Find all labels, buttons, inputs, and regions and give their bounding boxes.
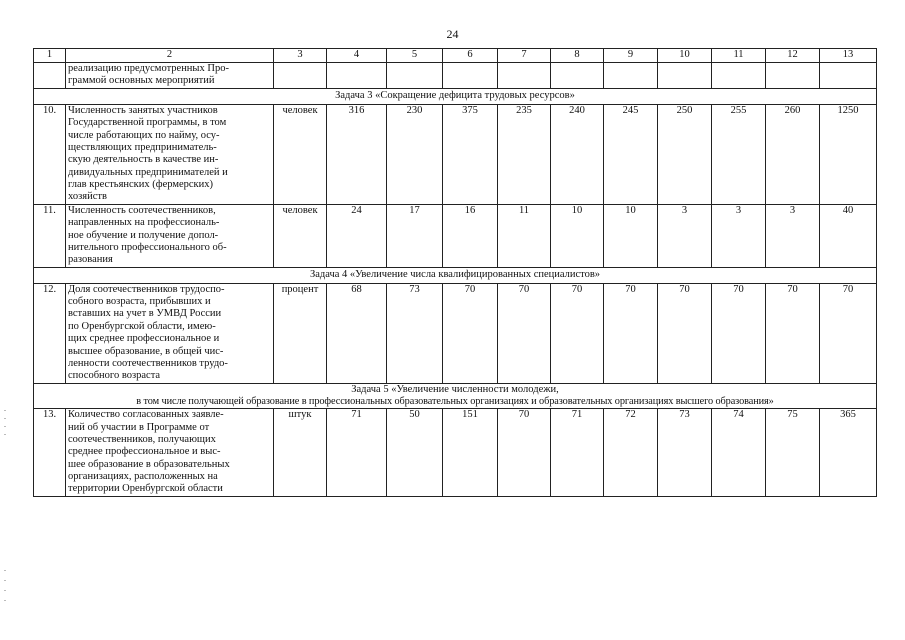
unit-cell: человек: [274, 104, 327, 204]
indicator-description: [66, 409, 274, 497]
indicator-description: [66, 63, 274, 89]
description-line: хозяйств: [68, 191, 107, 203]
indicators-table: [33, 48, 877, 497]
value-cell: 70: [820, 283, 877, 383]
row-number: 10.: [34, 104, 66, 204]
description-line: способного возраста: [68, 370, 161, 382]
value-cell: 70: [658, 283, 712, 383]
value-cell: [604, 63, 658, 89]
description-line: территории Оренбургской области: [68, 483, 223, 495]
indicator-description: [66, 104, 274, 204]
description-line: организациях, расположенных на: [68, 471, 218, 483]
value-cell: 260: [766, 104, 820, 204]
task-5-title: [34, 383, 877, 409]
value-cell: 11: [498, 204, 551, 267]
description-line: глав крестьянских (фермерских): [68, 179, 214, 190]
column-number-cell: 12: [766, 49, 820, 63]
table-row: [34, 104, 877, 204]
scan-margin-mark: [4, 580, 6, 581]
unit-cell: человек: [274, 204, 327, 267]
unit-cell: [274, 63, 327, 89]
task-header-row: [34, 88, 877, 104]
value-cell: [766, 63, 820, 89]
description-line: граммой основных мероприятий: [68, 75, 215, 87]
value-cell: [498, 63, 551, 89]
value-cell: [551, 63, 604, 89]
continued-row: [34, 63, 877, 89]
column-number-cell: 2: [66, 49, 274, 63]
value-cell: 73: [387, 283, 443, 383]
indicator-description: [66, 204, 274, 267]
description-line: Численность соотечественников,: [68, 204, 216, 216]
table-row: [34, 283, 877, 383]
description-line: направленных на профессиональ-: [68, 217, 220, 229]
description-line: среднее профессиональное и выс-: [68, 446, 221, 458]
task-5-title-line: Задача 5 «Увеличение численности молодежи,: [351, 383, 559, 395]
value-cell: 73: [658, 409, 712, 497]
description-line: Количество согласованных заявле-: [68, 409, 224, 421]
value-cell: 365: [820, 409, 877, 497]
unit-cell: штук: [274, 409, 327, 497]
description-line: нительного профессионального об-: [68, 241, 227, 253]
unit-cell: процент: [274, 283, 327, 383]
value-cell: 255: [712, 104, 766, 204]
column-number-cell: 13: [820, 49, 877, 63]
scan-margin-mark: [4, 426, 6, 427]
description-line: соотечественников, получающих: [68, 433, 216, 445]
value-cell: 151: [443, 409, 498, 497]
column-number-cell: 6: [443, 49, 498, 63]
description-line: по Оренбургской области, имею-: [68, 320, 216, 332]
description-line: разования: [68, 254, 113, 266]
value-cell: 70: [766, 283, 820, 383]
value-cell: 71: [327, 409, 387, 497]
description-line: скую деятельность в качестве ин-: [68, 154, 219, 166]
description-line: дивидуальных предпринимателей и: [68, 166, 228, 178]
value-cell: 24: [327, 204, 387, 267]
value-cell: 70: [551, 283, 604, 383]
value-cell: 10: [551, 204, 604, 267]
value-cell: 68: [327, 283, 387, 383]
task-5-title-line: в том числе получающей образование в профессиональных образовательных организациях и образовательных организациях высшего образования»: [136, 396, 774, 407]
row-number: 11.: [34, 204, 66, 267]
column-number-cell: 10: [658, 49, 712, 63]
description-line: Численность занятых участников: [68, 104, 218, 116]
value-cell: 70: [498, 409, 551, 497]
description-line: высшее образование, в общей чис-: [68, 345, 224, 357]
value-cell: 10: [604, 204, 658, 267]
value-cell: 3: [658, 204, 712, 267]
scan-margin-marks: [4, 570, 6, 610]
scan-margin-mark: [4, 600, 6, 601]
value-cell: 40: [820, 204, 877, 267]
row-number-cell: [34, 63, 66, 89]
scan-margin-mark: [4, 590, 6, 591]
value-cell: 240: [551, 104, 604, 204]
column-number-cell: 9: [604, 49, 658, 63]
column-number-cell: 7: [498, 49, 551, 63]
description-line: Государственной программы, в том: [68, 117, 227, 129]
task-3-title: Задача 3 «Сокращение дефицита трудовых ресурсов»: [34, 88, 877, 104]
scan-margin-mark: [4, 570, 6, 571]
value-cell: 70: [498, 283, 551, 383]
table-row: [34, 409, 877, 497]
value-cell: [712, 63, 766, 89]
column-number-cell: 5: [387, 49, 443, 63]
description-line: Доля соотечественников трудоспо-: [68, 283, 225, 295]
value-cell: 3: [712, 204, 766, 267]
value-cell: 235: [498, 104, 551, 204]
value-cell: 375: [443, 104, 498, 204]
description-line: ний об участии в Программе от: [68, 421, 210, 433]
description-line: собного возраста, прибывших и: [68, 296, 211, 307]
column-number-cell: 1: [34, 49, 66, 63]
column-number-cell: 4: [327, 49, 387, 63]
value-cell: 245: [604, 104, 658, 204]
task-header-row: [34, 383, 877, 409]
value-cell: 70: [443, 283, 498, 383]
description-line: реализацию предусмотренных Про-: [68, 63, 229, 74]
column-number-cell: 8: [551, 49, 604, 63]
value-cell: 250: [658, 104, 712, 204]
task-4-title: Задача 4 «Увеличение числа квалифицированных специалистов»: [34, 267, 877, 283]
value-cell: [443, 63, 498, 89]
page-number: 24: [446, 27, 459, 41]
value-cell: [387, 63, 443, 89]
value-cell: 74: [712, 409, 766, 497]
value-cell: 17: [387, 204, 443, 267]
row-number: 12.: [34, 283, 66, 383]
table-row: [34, 204, 877, 267]
task-header-row: [34, 267, 877, 283]
row-number: 13.: [34, 409, 66, 497]
description-line: щих среднее профессиональное и: [68, 333, 220, 345]
scan-margin-mark: [4, 418, 6, 419]
value-cell: 75: [766, 409, 820, 497]
column-number-row: [34, 49, 877, 63]
description-line: числе работающих по найму, осу-: [68, 129, 220, 141]
value-cell: [820, 63, 877, 89]
description-line: вставших на учет в УМВД России: [68, 308, 222, 320]
value-cell: 316: [327, 104, 387, 204]
value-cell: 71: [551, 409, 604, 497]
value-cell: 3: [766, 204, 820, 267]
value-cell: 1250: [820, 104, 877, 204]
description-line: ществляющих предприниматель-: [68, 141, 217, 153]
scan-margin-mark: [4, 434, 6, 435]
description-line: ное обучение и получение допол-: [68, 229, 219, 241]
column-number-cell: 11: [712, 49, 766, 63]
indicator-description: [66, 283, 274, 383]
value-cell: 70: [604, 283, 658, 383]
value-cell: 230: [387, 104, 443, 204]
scan-margin-marks: [4, 410, 6, 440]
description-line: ленности соотечественников трудо-: [68, 357, 228, 369]
value-cell: 16: [443, 204, 498, 267]
column-number-cell: 3: [274, 49, 327, 63]
scan-margin-mark: [4, 410, 6, 411]
value-cell: 70: [712, 283, 766, 383]
description-line: шее образование в образовательных: [68, 458, 230, 470]
value-cell: [327, 63, 387, 89]
value-cell: 50: [387, 409, 443, 497]
value-cell: 72: [604, 409, 658, 497]
value-cell: [658, 63, 712, 89]
